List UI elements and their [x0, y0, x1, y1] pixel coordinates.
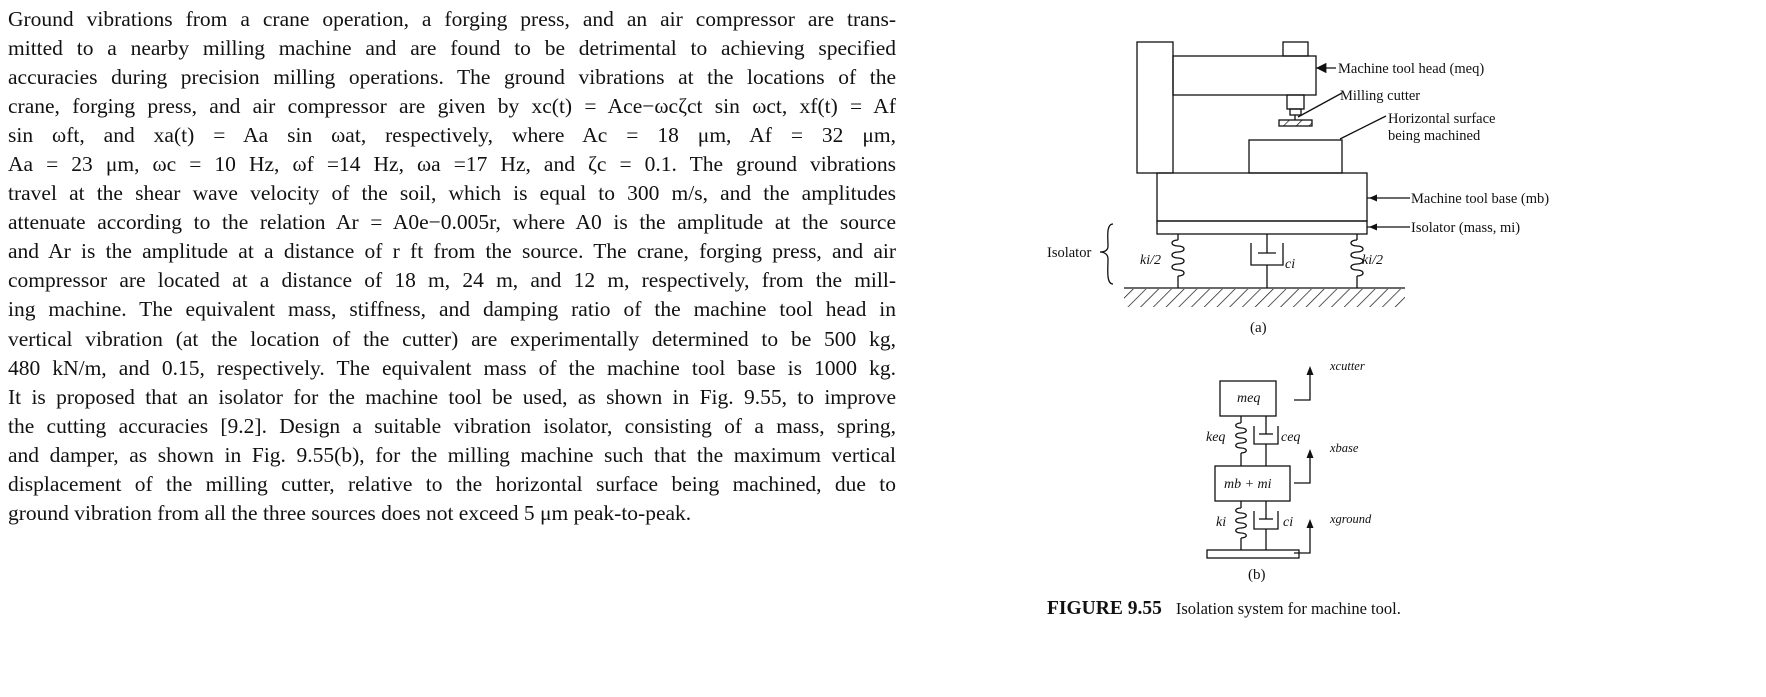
problem-line: accuracies during precision milling operations. The ground vibrations at the locations of the: [8, 65, 896, 90]
label-ki2-right: ki/2: [1362, 253, 1383, 268]
label-being-machined: being machined: [1388, 128, 1481, 144]
label-horizontal-surface: Horizontal surface: [1388, 111, 1496, 127]
machine-tool-head: [1173, 56, 1316, 95]
label-ci-a: ci: [1285, 257, 1296, 272]
spindle: [1287, 95, 1304, 109]
label-meq: meq: [1237, 391, 1261, 406]
figure-caption: [1047, 598, 1401, 620]
problem-line: It is proposed that an isolator for the machine tool be used, as shown in Fig. 9.55, to improve: [8, 384, 896, 409]
label-xground: xground: [1330, 512, 1372, 526]
problem-line: Aa = 23 μm, ωc = 10 Hz, ωf =14 Hz, ωa =17 Hz, and ζc = 0.1. The ground vibrations: [8, 152, 896, 177]
problem-line: mitted to a nearby milling machine and are found to be detrimental to achieving specified: [8, 36, 896, 61]
arrow-xground: [1294, 526, 1310, 553]
problem-line: ing machine. The equivalent mass, stiffness, and damping ratio of the machine tool head in: [8, 297, 896, 322]
figure-9-55: [1040, 38, 1760, 638]
workpiece: [1249, 140, 1342, 173]
problem-line: 480 kN/m, and 0.15, respectively. The equivalent mass of the machine tool base is 1000 kg.: [8, 355, 896, 380]
label-xbase: xbase: [1330, 441, 1359, 455]
label-xcutter: xcutter: [1330, 359, 1365, 373]
problem-line: displacement of the milling cutter, relative to the horizontal surface being machined, due to: [8, 471, 896, 496]
problem-line: compressor are located at a distance of 18 m, 24 m, and 12 m, respectively, from the mill-: [8, 268, 896, 293]
problem-line: crane, forging press, and air compressor are given by xc(t) = Ace−ωcζct sin ωct, xf(t) = Af: [8, 94, 896, 119]
problem-line: sin ωft, and xa(t) = Aa sin ωat, respectively, where Ac = 18 μm, Af = 32 μm,: [8, 123, 896, 148]
milling-cutter: [1279, 120, 1312, 126]
problem-line: ground vibration from all the three sources does not exceed 5 μm peak-to-peak.: [8, 500, 692, 525]
spring-keq: [1236, 423, 1247, 453]
label-milling-cutter: Milling cutter: [1340, 88, 1421, 104]
label-machine-tool-base: Machine tool base (mb): [1411, 191, 1550, 207]
problem-line: vertical vibration (at the location of the cutter) are experimentally determined to be 500 kg,: [8, 326, 896, 351]
ground-plate: [1207, 550, 1299, 558]
label-ki: ki: [1216, 515, 1227, 530]
label-ceq: ceq: [1281, 430, 1301, 445]
problem-line: travel at the shear wave velocity of the soil, which is equal to 300 m/s, and the amplitudes: [8, 181, 896, 206]
label-machine-tool-head: Machine tool head (meq): [1338, 61, 1485, 77]
head-cap: [1283, 42, 1308, 56]
arrow-xbase: [1294, 456, 1310, 483]
arrow-xcutter: [1294, 373, 1310, 400]
problem-statement: [8, 5, 896, 528]
label-ki2-left: ki/2: [1140, 253, 1161, 268]
problem-line: attenuate according to the relation Ar = A0e−0.005r, where A0 is the amplitude at the source: [8, 210, 896, 235]
spring-left: [1172, 240, 1184, 276]
caption-label: FIGURE 9.55: [1047, 598, 1162, 619]
spindle-lower: [1290, 109, 1301, 115]
isolator-brace: [1100, 224, 1113, 284]
spring-ki: [1236, 508, 1247, 538]
sublabel-a: (a): [1250, 320, 1267, 336]
label-isolator-mass: Isolator (mass, mi): [1411, 220, 1521, 236]
caption-text: Isolation system for machine tool.: [1175, 599, 1401, 618]
label-isolator: Isolator: [1047, 245, 1092, 261]
problem-line: and Ar is the amplitude at a distance of r ft from the source. The crane, forging press, and air: [8, 239, 896, 264]
problem-line: and damper, as shown in Fig. 9.55(b), for the milling machine such that the maximum vertical: [8, 442, 896, 467]
machine-column: [1137, 42, 1173, 173]
problem-line: the cutting accuracies [9.2]. Design a suitable vibration isolator, consisting of a mass, spring,: [8, 413, 896, 438]
problem-line: Ground vibrations from a crane operation, a forging press, and an air compressor are trans-: [8, 7, 896, 31]
label-keq: keq: [1206, 430, 1226, 445]
isolator-mass: [1157, 221, 1367, 234]
label-mb-mi: mb + mi: [1224, 477, 1272, 492]
machine-base: [1157, 173, 1367, 221]
label-ci-b: ci: [1283, 515, 1294, 530]
sublabel-b: (b): [1248, 567, 1266, 583]
ground-hatch: [1124, 289, 1405, 307]
